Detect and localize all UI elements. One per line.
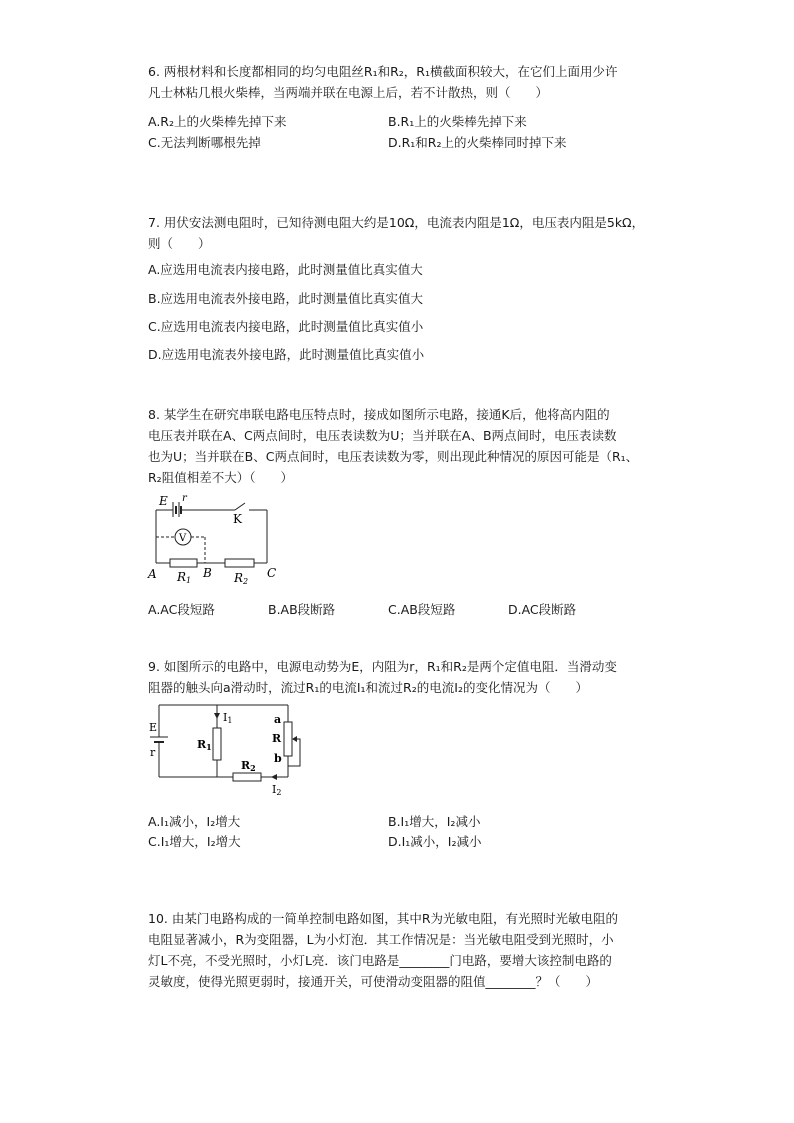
q8-label-r2: R2 (234, 571, 249, 586)
stem-line: 灵敏度，使得光照更弱时，接通开关，可使滑动变阻器的阻值________？（ ） (148, 974, 599, 989)
question-8-stem (148, 404, 668, 488)
q7-option-d: D.应选用电流表外接电路，此时测量值比真实值小 (148, 347, 425, 362)
q9-circuit-diagram (145, 700, 310, 801)
q8-option-b: B.AB段断路 (268, 602, 336, 617)
stem-line: 10. 由某门电路构成的一简单控制电路如图，其中R为光敏电阻，有光照时光敏电阻的 (148, 911, 619, 926)
q9-label-r1: R1 (197, 738, 212, 752)
stem-line: 则（ ） (148, 236, 211, 251)
q9-label-r: r (150, 746, 156, 759)
q8-option-c: C.AB段短路 (388, 602, 456, 617)
q6-option-d: D.R₁和R₂上的火柴棒同时掉下来 (388, 135, 567, 150)
q8-label-a: A (148, 567, 157, 581)
question-6-stem (148, 61, 668, 103)
q9-label-a: a (274, 713, 282, 726)
q7-option-c: C.应选用电流表内接电路，此时测量值比真实值小 (148, 319, 424, 334)
q8-label-c: C (267, 566, 277, 580)
stem-line: 8. 某学生在研究串联电路电压特点时，接成如图所示电路，接通K后，他将高内阻的 (148, 407, 610, 422)
stem-line: 也为U；当并联在B、C两点间时，电压表读数为零，则出现此种情况的原因可能是（R₁、 (148, 449, 639, 464)
q9-label-e: E (149, 721, 158, 734)
q8-option-a: A.AC段短路 (148, 602, 215, 617)
q8-label-v: V (179, 533, 187, 544)
q8-label-e: E (159, 494, 168, 508)
q6-option-a: A.R₂上的火柴棒先掉下来 (148, 114, 287, 129)
stem-line: 7. 用伏安法测电阻时，已知待测电阻大约是10Ω，电流表内阻是1Ω，电压表内阻是5kΩ， (148, 215, 645, 230)
q9-label-b: b (274, 752, 282, 765)
question-10-stem (148, 908, 668, 992)
q9-option-c: C.I₁增大，I₂增大 (148, 834, 241, 849)
q9-option-a: A.I₁减小，I₂增大 (148, 814, 241, 829)
q8-option-d: D.AC段断路 (508, 602, 577, 617)
q9-option-d: D.I₁减小，I₂减小 (388, 834, 482, 849)
q9-option-b: B.I₁增大，I₂减小 (388, 814, 481, 829)
q9-label-i2: I2 (272, 783, 282, 797)
question-9-stem (148, 656, 668, 698)
stem-line: 电压表并联在A、C两点间时，电压表读数为U；当并联在A、B两点间时，电压表读数 (148, 428, 617, 443)
q7-option-b: B.应选用电流表外接电路，此时测量值比真实值大 (148, 291, 424, 306)
question-7-stem (148, 212, 668, 254)
stem-line: 灯L不亮，不受光照时，小灯L亮．该门电路是________门电路，要增大该控制电路的 (148, 953, 612, 968)
q9-label-rheostat: R (272, 732, 282, 745)
stem-line: 电阻显著减小，R为变阻器，L为小灯泡．其工作情况是：当光敏电阻受到光照时，小 (148, 932, 614, 947)
stem-line: R₂阻值相差不大）（ ） (148, 470, 293, 485)
q6-option-b: B.R₁上的火柴棒先掉下来 (388, 114, 527, 129)
q9-label-r2: R2 (241, 759, 256, 773)
stem-line: 9. 如图所示的电路中，电源电动势为E，内阻为r，R₁和R₂是两个定值电阻．当滑动变 (148, 659, 617, 674)
q8-label-r: r (182, 493, 187, 504)
q7-option-a: A.应选用电流表内接电路，此时测量值比真实值大 (148, 262, 423, 277)
q8-label-r1: R1 (177, 570, 192, 585)
stem-line: 6. 两根材料和长度都相同的均匀电阻丝R₁和R₂，R₁横截面积较大，在它们上面用少许 (148, 64, 618, 79)
q9-label-i1: I1 (223, 711, 233, 725)
q8-label-k: K (233, 512, 242, 526)
q8-label-b: B (203, 566, 212, 580)
q8-circuit-diagram (145, 490, 285, 591)
stem-line: 凡士林粘几根火柴棒，当两端并联在电源上后，若不计散热，则（ ） (148, 85, 549, 100)
stem-line: 阻器的触头向a滑动时，流过R₁的电流I₁和流过R₂的电流I₂的变化情况为（ ） (148, 680, 588, 695)
q6-option-c: C.无法判断哪根先掉 (148, 135, 261, 150)
